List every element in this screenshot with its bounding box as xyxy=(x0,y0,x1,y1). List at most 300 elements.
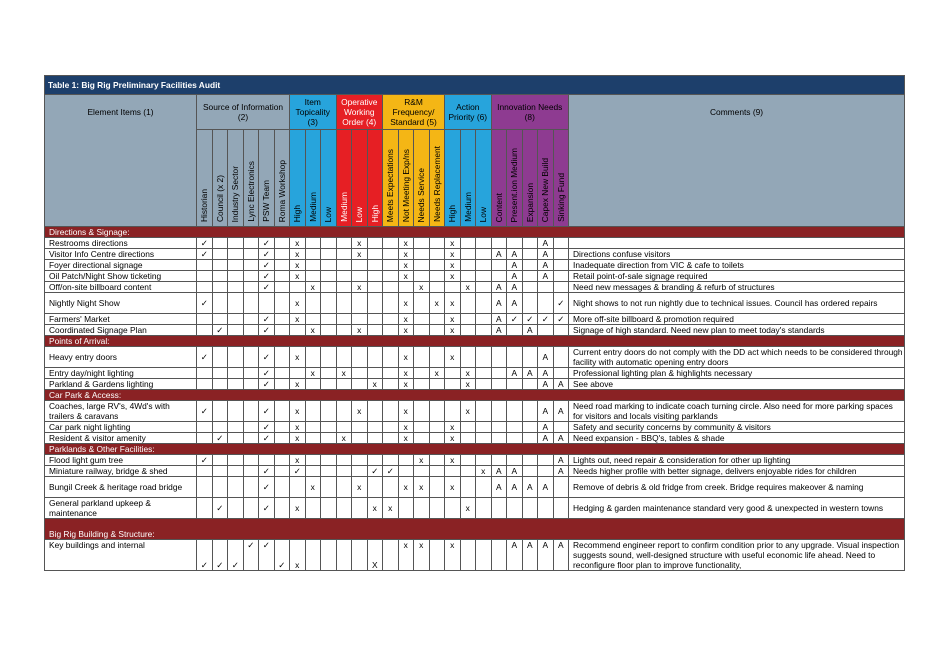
rating-cell xyxy=(321,433,337,444)
rating-cell: x xyxy=(290,540,306,571)
column-subheader xyxy=(507,130,523,227)
rating-cell: ✓ xyxy=(259,433,275,444)
rating-cell xyxy=(290,477,306,498)
rating-cell xyxy=(212,466,228,477)
rating-cell xyxy=(197,314,213,325)
rating-cell xyxy=(460,249,476,260)
column-subheader-label: Roma Workshop xyxy=(276,159,287,222)
rating-cell: A xyxy=(507,249,523,260)
column-subheader xyxy=(538,130,554,227)
comment-cell xyxy=(569,238,905,249)
rating-cell xyxy=(274,498,290,519)
rating-cell: ✓ xyxy=(259,401,275,422)
rating-cell xyxy=(336,260,352,271)
rating-cell: A xyxy=(491,282,507,293)
element-item: Oil Patch/Night Show ticketing xyxy=(45,271,197,282)
rating-cell: x xyxy=(290,249,306,260)
rating-cell: x xyxy=(445,540,461,571)
rating-cell xyxy=(305,249,321,260)
rating-cell: A xyxy=(538,401,554,422)
rating-cell: ✓ xyxy=(259,282,275,293)
table-row xyxy=(45,325,905,336)
rating-cell: x xyxy=(445,433,461,444)
element-item: Restrooms directions xyxy=(45,238,197,249)
rating-cell: x xyxy=(414,477,430,498)
section-title: Parklands & Other Facilities: xyxy=(45,444,905,455)
rating-cell: A xyxy=(553,379,569,390)
rating-cell: ✓ xyxy=(212,540,228,571)
rating-cell: x xyxy=(398,347,414,368)
rating-cell xyxy=(476,401,492,422)
rating-cell: A xyxy=(522,477,538,498)
rating-cell xyxy=(398,498,414,519)
rating-cell xyxy=(305,433,321,444)
table-row xyxy=(45,498,905,519)
rating-cell: x xyxy=(429,293,445,314)
rating-cell xyxy=(383,238,399,249)
rating-cell xyxy=(445,498,461,519)
rating-cell xyxy=(259,455,275,466)
rating-cell xyxy=(336,422,352,433)
rating-cell xyxy=(429,238,445,249)
rating-cell xyxy=(460,347,476,368)
rating-cell xyxy=(274,260,290,271)
rating-cell xyxy=(491,433,507,444)
rating-cell: A xyxy=(507,368,523,379)
column-subheader xyxy=(197,130,213,227)
column-subheader xyxy=(491,130,507,227)
rating-cell xyxy=(553,347,569,368)
rating-cell xyxy=(476,368,492,379)
rating-cell xyxy=(212,314,228,325)
rating-cell xyxy=(197,368,213,379)
rating-cell: x xyxy=(290,401,306,422)
rating-cell: ✓ xyxy=(507,314,523,325)
rating-cell xyxy=(228,314,244,325)
rating-cell xyxy=(243,466,259,477)
column-subheader-label: Medium xyxy=(462,192,473,222)
rating-cell xyxy=(367,260,383,271)
rating-cell xyxy=(414,314,430,325)
rating-cell: x xyxy=(290,422,306,433)
rating-cell xyxy=(336,477,352,498)
rating-cell: ✓ xyxy=(259,260,275,271)
rating-cell: ✓ xyxy=(197,540,213,571)
element-item: Nightly Night Show xyxy=(45,293,197,314)
rating-cell xyxy=(290,282,306,293)
rating-cell xyxy=(243,271,259,282)
rating-cell: ✓ xyxy=(259,314,275,325)
rating-cell: A xyxy=(507,540,523,571)
rating-cell: A xyxy=(491,325,507,336)
rating-cell xyxy=(522,455,538,466)
column-subheader xyxy=(274,130,290,227)
rating-cell xyxy=(336,271,352,282)
rating-cell xyxy=(243,477,259,498)
rating-cell: x xyxy=(476,466,492,477)
rating-cell xyxy=(243,401,259,422)
rating-cell xyxy=(197,433,213,444)
table-title-row xyxy=(45,76,905,95)
table-row xyxy=(45,249,905,260)
rating-cell xyxy=(321,314,337,325)
rating-cell xyxy=(383,282,399,293)
rating-cell xyxy=(321,455,337,466)
rating-cell: ✓ xyxy=(383,466,399,477)
rating-cell xyxy=(197,282,213,293)
rating-cell xyxy=(274,477,290,498)
rating-cell xyxy=(553,325,569,336)
group-header: R&M Frequency/ Standard (5) xyxy=(383,95,445,130)
rating-cell: x xyxy=(290,498,306,519)
section-title: Car Park & Access: xyxy=(45,390,905,401)
rating-cell xyxy=(398,282,414,293)
rating-cell xyxy=(429,422,445,433)
rating-cell: A xyxy=(491,314,507,325)
rating-cell xyxy=(553,271,569,282)
rating-cell xyxy=(491,401,507,422)
rating-cell xyxy=(445,401,461,422)
rating-cell xyxy=(305,314,321,325)
rating-cell xyxy=(228,477,244,498)
rating-cell xyxy=(383,325,399,336)
rating-cell xyxy=(305,422,321,433)
rating-cell xyxy=(212,271,228,282)
rating-cell xyxy=(228,379,244,390)
rating-cell: x xyxy=(414,282,430,293)
rating-cell: x xyxy=(398,293,414,314)
rating-cell xyxy=(383,260,399,271)
rating-cell xyxy=(274,293,290,314)
table-row xyxy=(45,293,905,314)
rating-cell: x xyxy=(336,368,352,379)
rating-cell xyxy=(538,498,554,519)
rating-cell: ✓ xyxy=(259,422,275,433)
group-header-row xyxy=(45,95,905,130)
table-row xyxy=(45,238,905,249)
rating-cell xyxy=(352,422,368,433)
rating-cell: x xyxy=(352,477,368,498)
rating-cell: x xyxy=(460,368,476,379)
rating-cell xyxy=(507,455,523,466)
rating-cell xyxy=(507,498,523,519)
column-subheader-label: Present.ion Medium xyxy=(509,147,520,222)
rating-cell: ✓ xyxy=(259,347,275,368)
rating-cell xyxy=(507,325,523,336)
table-row xyxy=(45,477,905,498)
rating-cell xyxy=(305,238,321,249)
rating-cell: A xyxy=(538,540,554,571)
rating-cell xyxy=(491,540,507,571)
rating-cell xyxy=(321,271,337,282)
rating-cell xyxy=(321,498,337,519)
rating-cell: ✓ xyxy=(197,238,213,249)
rating-cell xyxy=(522,260,538,271)
rating-cell xyxy=(491,271,507,282)
rating-cell: x xyxy=(445,455,461,466)
rating-cell: x xyxy=(445,260,461,271)
rating-cell xyxy=(352,433,368,444)
rating-cell xyxy=(228,422,244,433)
element-item: Flood light gum tree xyxy=(45,455,197,466)
rating-cell xyxy=(305,260,321,271)
rating-cell xyxy=(243,433,259,444)
table-title: Table 1: Big Rig Preliminary Facilities Audit xyxy=(45,76,905,95)
rating-cell xyxy=(538,293,554,314)
comment-cell: Professional lighting plan & highlights necessary xyxy=(569,368,905,379)
rating-cell: A xyxy=(538,379,554,390)
rating-cell xyxy=(538,282,554,293)
rating-cell: A xyxy=(538,433,554,444)
rating-cell xyxy=(367,293,383,314)
rating-cell xyxy=(274,433,290,444)
column-subheader xyxy=(398,130,414,227)
rating-cell xyxy=(383,368,399,379)
element-item: Coordinated Signage Plan xyxy=(45,325,197,336)
rating-cell xyxy=(522,293,538,314)
table-row xyxy=(45,401,905,422)
rating-cell xyxy=(321,293,337,314)
rating-cell: x xyxy=(414,455,430,466)
comment-cell: Retail point-of-sale signage required xyxy=(569,271,905,282)
rating-cell: ✓ xyxy=(553,293,569,314)
column-subheader xyxy=(336,130,352,227)
rating-cell xyxy=(367,455,383,466)
element-item: Bungil Creek & heritage road bridge xyxy=(45,477,197,498)
rating-cell: x xyxy=(352,238,368,249)
rating-cell xyxy=(414,325,430,336)
rating-cell: ✓ xyxy=(212,433,228,444)
rating-cell xyxy=(367,477,383,498)
rating-cell xyxy=(243,422,259,433)
rating-cell xyxy=(274,282,290,293)
column-subheader xyxy=(445,130,461,227)
rating-cell xyxy=(367,271,383,282)
table-row xyxy=(45,540,905,571)
rating-cell xyxy=(383,433,399,444)
rating-cell xyxy=(228,282,244,293)
rating-cell: A xyxy=(538,368,554,379)
rating-cell xyxy=(476,325,492,336)
column-subheader-label: Historian xyxy=(199,188,210,222)
rating-cell: A xyxy=(553,433,569,444)
rating-cell xyxy=(274,401,290,422)
rating-cell xyxy=(460,466,476,477)
rating-cell xyxy=(336,282,352,293)
rating-cell xyxy=(367,422,383,433)
column-subheader-label: Not Meeting Exp/ns xyxy=(400,148,411,222)
rating-cell: x xyxy=(352,249,368,260)
table-row xyxy=(45,368,905,379)
rating-cell xyxy=(553,282,569,293)
rating-cell: ✓ xyxy=(522,314,538,325)
rating-cell xyxy=(243,293,259,314)
rating-cell xyxy=(522,466,538,477)
rating-cell: x xyxy=(352,325,368,336)
comment-cell: Remove of debris & old fridge from creek. Bridge requires makeover & naming xyxy=(569,477,905,498)
rating-cell xyxy=(336,455,352,466)
rating-cell xyxy=(243,325,259,336)
rating-cell xyxy=(228,347,244,368)
rating-cell xyxy=(460,314,476,325)
rating-cell xyxy=(429,540,445,571)
rating-cell xyxy=(476,260,492,271)
column-subheader xyxy=(243,130,259,227)
rating-cell xyxy=(274,379,290,390)
rating-cell xyxy=(383,379,399,390)
rating-cell xyxy=(352,368,368,379)
comment-cell: Night shows to not run nightly due to technical issues. Council has ordered repairs xyxy=(569,293,905,314)
rating-cell xyxy=(507,422,523,433)
column-subheader xyxy=(259,130,275,227)
rating-cell xyxy=(522,347,538,368)
comment-cell: Need expansion - BBQ's, tables & shade xyxy=(569,433,905,444)
rating-cell xyxy=(476,249,492,260)
rating-cell xyxy=(352,293,368,314)
rating-cell xyxy=(321,477,337,498)
table-row xyxy=(45,422,905,433)
rating-cell xyxy=(522,282,538,293)
rating-cell xyxy=(336,498,352,519)
rating-cell xyxy=(352,314,368,325)
rating-cell xyxy=(212,282,228,293)
rating-cell xyxy=(522,498,538,519)
rating-cell xyxy=(274,422,290,433)
rating-cell xyxy=(305,347,321,368)
column-subheader xyxy=(305,130,321,227)
rating-cell xyxy=(259,293,275,314)
rating-cell xyxy=(553,260,569,271)
rating-cell xyxy=(197,379,213,390)
rating-cell xyxy=(274,249,290,260)
rating-cell: A xyxy=(507,466,523,477)
comment-cell: Directions confuse visitors xyxy=(569,249,905,260)
rating-cell: ✓ xyxy=(197,401,213,422)
column-subheader-label: Content xyxy=(493,192,504,222)
rating-cell: x xyxy=(290,379,306,390)
element-item: Coaches, large RV's, 4Wd's with trailers & caravans xyxy=(45,401,197,422)
rating-cell xyxy=(367,347,383,368)
rating-cell: ✓ xyxy=(212,325,228,336)
column-subheader-label: PSW Team xyxy=(261,180,272,222)
rating-cell xyxy=(336,379,352,390)
rating-cell xyxy=(414,401,430,422)
rating-cell: ✓ xyxy=(290,466,306,477)
rating-cell xyxy=(243,260,259,271)
column-subheader-label: Capex New Build xyxy=(540,157,551,222)
rating-cell: ✓ xyxy=(259,540,275,571)
rating-cell xyxy=(429,282,445,293)
rating-cell xyxy=(445,282,461,293)
rating-cell xyxy=(476,433,492,444)
rating-cell: A xyxy=(522,368,538,379)
rating-cell xyxy=(429,260,445,271)
rating-cell xyxy=(243,379,259,390)
section-title: Points of Arrival: xyxy=(45,336,905,347)
rating-cell xyxy=(429,433,445,444)
facilities-audit-table xyxy=(44,75,905,571)
rating-cell xyxy=(212,249,228,260)
rating-cell: x xyxy=(352,401,368,422)
rating-cell: ✓ xyxy=(228,540,244,571)
rating-cell xyxy=(212,401,228,422)
rating-cell xyxy=(383,422,399,433)
rating-cell xyxy=(352,260,368,271)
rating-cell: A xyxy=(507,293,523,314)
rating-cell xyxy=(274,314,290,325)
rating-cell xyxy=(507,401,523,422)
rating-cell xyxy=(336,293,352,314)
rating-cell xyxy=(212,347,228,368)
rating-cell xyxy=(414,347,430,368)
section-title: Directions & Signage: xyxy=(45,227,905,238)
rating-cell xyxy=(305,540,321,571)
rating-cell xyxy=(197,466,213,477)
rating-cell xyxy=(445,466,461,477)
rating-cell xyxy=(538,325,554,336)
rating-cell: ✓ xyxy=(274,540,290,571)
rating-cell xyxy=(414,433,430,444)
rating-cell: x xyxy=(398,433,414,444)
rating-cell: ✓ xyxy=(259,271,275,282)
rating-cell: x xyxy=(398,260,414,271)
rating-cell: x xyxy=(398,249,414,260)
rating-cell: x xyxy=(398,422,414,433)
rating-cell xyxy=(197,422,213,433)
rating-cell: A xyxy=(538,422,554,433)
rating-cell xyxy=(522,379,538,390)
rating-cell xyxy=(429,271,445,282)
column-subheader xyxy=(290,130,306,227)
rating-cell: x xyxy=(398,540,414,571)
rating-cell xyxy=(243,498,259,519)
rating-cell: x xyxy=(305,368,321,379)
rating-cell xyxy=(491,422,507,433)
rating-cell xyxy=(414,498,430,519)
rating-cell xyxy=(476,455,492,466)
rating-cell: x xyxy=(290,347,306,368)
rating-cell xyxy=(228,498,244,519)
rating-cell: X xyxy=(367,540,383,571)
rating-cell: A xyxy=(491,293,507,314)
table-row xyxy=(45,282,905,293)
rating-cell xyxy=(228,466,244,477)
rating-cell: x xyxy=(290,260,306,271)
rating-cell: ✓ xyxy=(538,314,554,325)
element-item: Farmers' Market xyxy=(45,314,197,325)
rating-cell: A xyxy=(507,271,523,282)
column-subheader-label: Meets Expectations xyxy=(385,148,396,222)
rating-cell xyxy=(336,347,352,368)
rating-cell xyxy=(321,401,337,422)
element-item: Key buildings and internal xyxy=(45,540,197,571)
rating-cell xyxy=(414,422,430,433)
rating-cell: x xyxy=(460,498,476,519)
rating-cell xyxy=(367,368,383,379)
rating-cell: x xyxy=(398,325,414,336)
rating-cell xyxy=(491,498,507,519)
rating-cell xyxy=(274,466,290,477)
rating-cell xyxy=(290,325,306,336)
rating-cell xyxy=(476,282,492,293)
rating-cell xyxy=(228,249,244,260)
rating-cell: x xyxy=(429,368,445,379)
rating-cell: A xyxy=(553,540,569,571)
column-subheader xyxy=(321,130,337,227)
rating-cell: x xyxy=(398,271,414,282)
rating-cell: A xyxy=(538,271,554,282)
rating-cell xyxy=(228,260,244,271)
